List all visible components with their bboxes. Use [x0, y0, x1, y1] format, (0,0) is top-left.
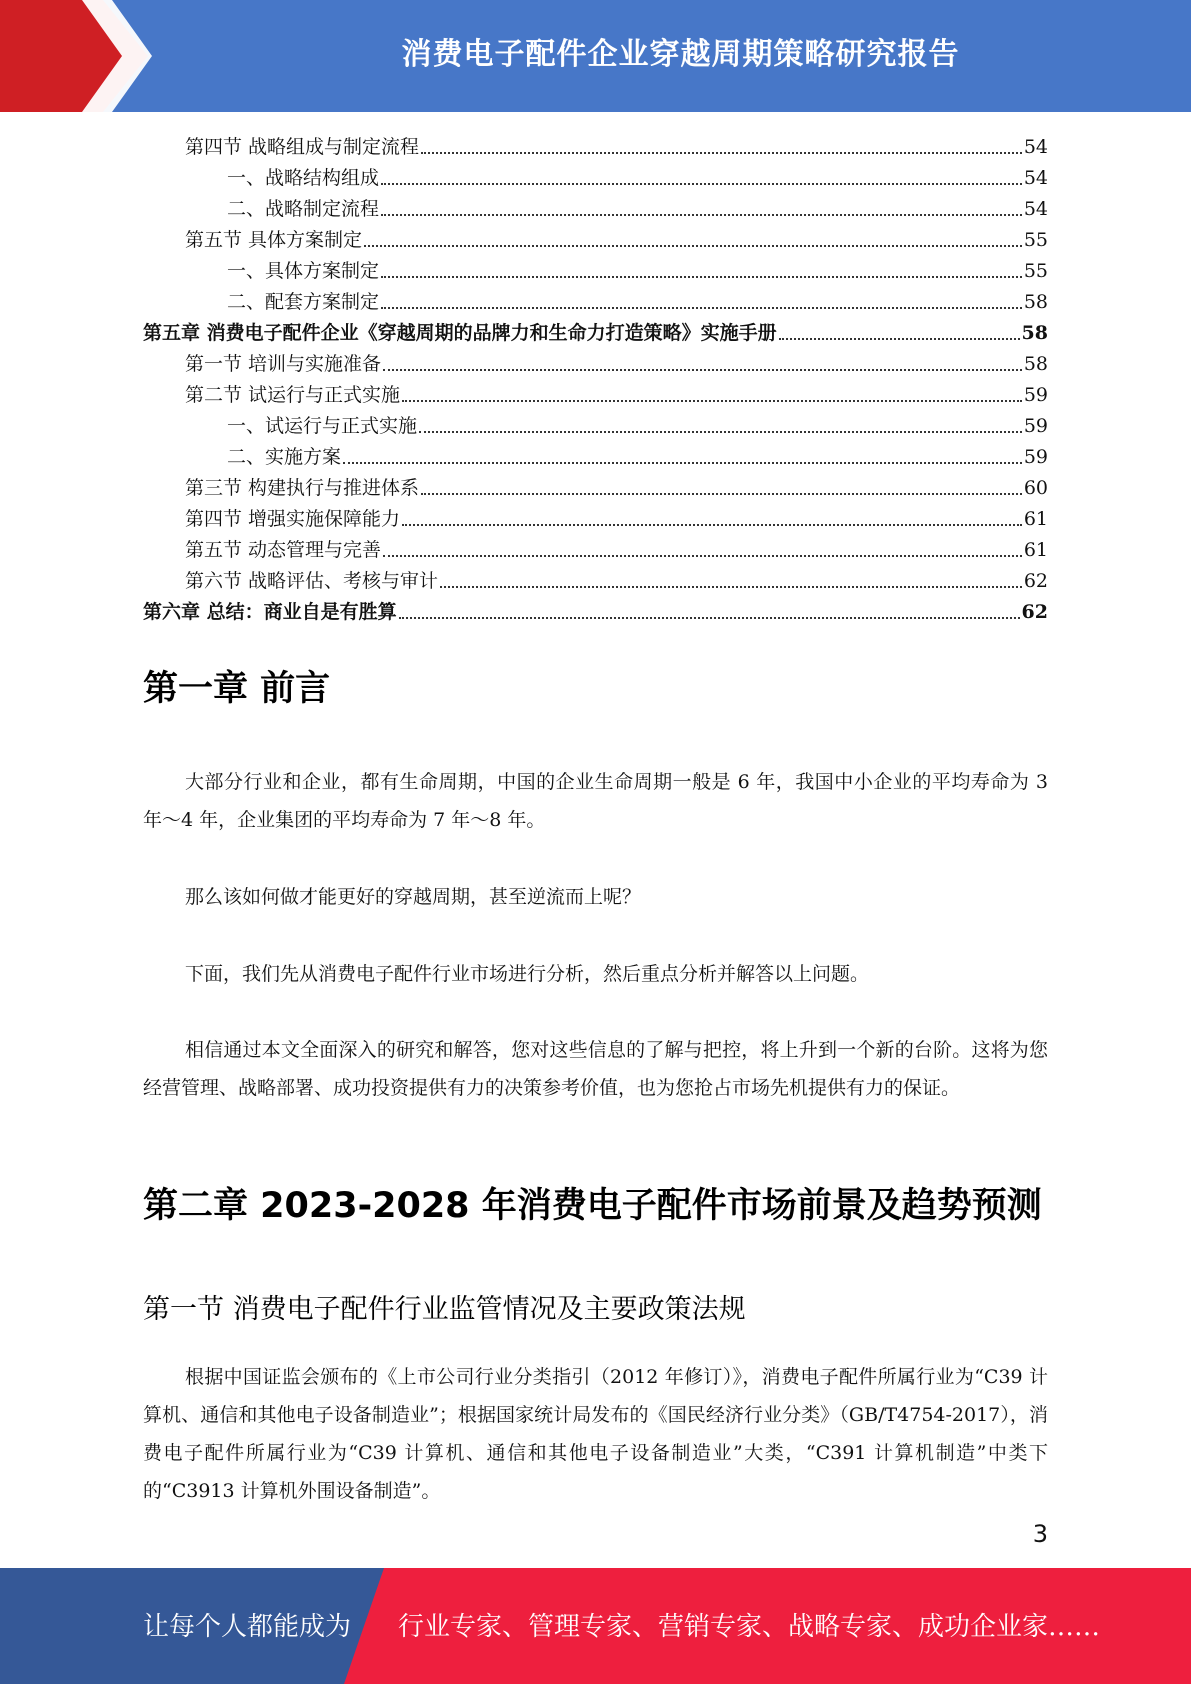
chapter-1-paragraph-4: 相信通过本文全面深入的研究和解答，您对这些信息的了解与把控，将上升到一个新的台阶。这将为您经营管理、战略部署、成功投资提供有力的决策参考价值，也为您抢占市场先机提供有力的保证。	[143, 1039, 1048, 1099]
toc-entry-page: 54	[1023, 136, 1048, 158]
toc-entry-title: 一、试运行与正式实施	[227, 415, 418, 437]
toc-chapter-entry[interactable]	[143, 314, 1048, 345]
toc-entry-page: 59	[1023, 384, 1048, 406]
footer-slogan-left: 让每个人都能成为	[143, 1612, 352, 1642]
toc-dot-leader	[421, 493, 1022, 495]
toc-entry-page: 59	[1023, 446, 1048, 468]
toc-entry-page: 55	[1023, 229, 1048, 251]
toc-dot-leader	[383, 369, 1022, 371]
toc-entry-page: 62	[1023, 570, 1048, 592]
toc-entry-page: 62	[1021, 601, 1048, 623]
toc-dot-leader	[383, 555, 1022, 557]
toc-entry-title: 二、配套方案制定	[227, 291, 380, 313]
chapter-2-heading: 第二章 2023-2028 年消费电子配件市场前景及趋势预测	[143, 1186, 1042, 1226]
chapter-1-paragraph-2: 那么该如何做才能更好的穿越周期，甚至逆流而上呢？	[185, 886, 642, 908]
toc-entry[interactable]	[143, 531, 1048, 562]
toc-entry-title: 第三节 构建执行与推进体系	[185, 477, 420, 499]
header-title: 消费电子配件企业穿越周期策略研究报告	[401, 37, 960, 72]
section-1-paragraph: 根据中国证监会颁布的《上市公司行业分类指引（2012 年修订）》，消费电子配件所属行业为“C39 计算机、通信和其他电子设备制造业”；根据国家统计局发布的《国民经济行业分类》（GB/T4754-2017），消费电子配件所属行业为“C39 计算机、通信和其他电子设备制造业”大类，“C391 计算机制造”中类下的“C3913 计算机外围设备制造”。	[143, 1366, 1048, 1502]
toc-entry[interactable]	[143, 159, 1048, 190]
page-footer	[0, 1568, 1191, 1684]
toc-dot-leader	[364, 245, 1022, 247]
toc-entry-title: 第四节 战略组成与制定流程	[185, 136, 420, 158]
toc-entry-page: 61	[1023, 539, 1048, 561]
toc-entry-title: 第一节 培训与实施准备	[185, 353, 382, 375]
toc-entry-title: 第四节 增强实施保障能力	[185, 508, 401, 530]
toc-entry[interactable]	[143, 376, 1048, 407]
toc-entry-title: 第六节 战略评估、考核与审计	[185, 570, 439, 592]
toc-dot-leader	[421, 152, 1022, 154]
toc-dot-leader	[381, 214, 1022, 216]
toc-entry[interactable]	[143, 252, 1048, 283]
toc-entry[interactable]	[143, 190, 1048, 221]
table-of-contents	[143, 128, 1048, 624]
toc-entry-title: 第六章 总结：商业自是有胜算	[143, 601, 397, 623]
page-header	[0, 0, 1191, 112]
section-1-heading: 第一节 消费电子配件行业监管情况及主要政策法规	[143, 1294, 746, 1325]
toc-entry[interactable]	[143, 283, 1048, 314]
toc-entry[interactable]	[143, 345, 1048, 376]
chapter-1-paragraph-1: 大部分行业和企业，都有生命周期，中国的企业生命周期一般是 6 年，我国中小企业的平均寿命为 3 年～4 年，企业集团的平均寿命为 7 年～8 年。	[143, 771, 1048, 831]
toc-entry[interactable]	[143, 469, 1048, 500]
toc-dot-leader	[402, 524, 1022, 526]
toc-entry-page: 59	[1023, 415, 1048, 437]
toc-entry-page: 55	[1023, 260, 1048, 282]
toc-entry-page: 58	[1021, 322, 1048, 344]
toc-dot-leader	[779, 338, 1020, 340]
chapter-1-heading: 第一章 前言	[143, 669, 331, 709]
toc-entry-page: 58	[1023, 291, 1048, 313]
toc-entry-page: 54	[1023, 167, 1048, 189]
toc-dot-leader	[381, 307, 1022, 309]
toc-dot-leader	[440, 586, 1022, 588]
toc-entry-title: 第五章 消费电子配件企业《穿越周期的品牌力和生命力打造策略》实施手册	[143, 322, 777, 344]
toc-chapter-entry[interactable]	[143, 593, 1048, 624]
toc-dot-leader	[402, 400, 1022, 402]
toc-entry-title: 一、战略结构组成	[227, 167, 380, 189]
toc-dot-leader	[343, 462, 1022, 464]
toc-entry-title: 二、实施方案	[227, 446, 342, 468]
toc-entry[interactable]	[143, 438, 1048, 469]
toc-entry[interactable]	[143, 221, 1048, 252]
toc-entry-page: 61	[1023, 508, 1048, 530]
toc-entry-title: 第五节 具体方案制定	[185, 229, 363, 251]
toc-entry-title: 第五节 动态管理与完善	[185, 539, 382, 561]
toc-entry-title: 二、战略制定流程	[227, 198, 380, 220]
toc-entry-page: 58	[1023, 353, 1048, 375]
toc-entry[interactable]	[143, 500, 1048, 531]
toc-entry-title: 第二节 试运行与正式实施	[185, 384, 401, 406]
page-number: 3	[1032, 1520, 1048, 1548]
toc-entry[interactable]	[143, 128, 1048, 159]
toc-dot-leader	[419, 431, 1022, 433]
toc-dot-leader	[381, 276, 1022, 278]
toc-entry-page: 54	[1023, 198, 1048, 220]
footer-slogan-right: 行业专家、管理专家、营销专家、战略专家、成功企业家……	[398, 1612, 1101, 1642]
toc-entry[interactable]	[143, 407, 1048, 438]
toc-entry-page: 60	[1023, 477, 1048, 499]
toc-dot-leader	[381, 183, 1022, 185]
toc-entry[interactable]	[143, 562, 1048, 593]
toc-entry-title: 一、具体方案制定	[227, 260, 380, 282]
chapter-1-paragraph-3: 下面，我们先从消费电子配件行业市场进行分析，然后重点分析并解答以上问题。	[185, 963, 870, 985]
toc-dot-leader	[399, 617, 1020, 619]
